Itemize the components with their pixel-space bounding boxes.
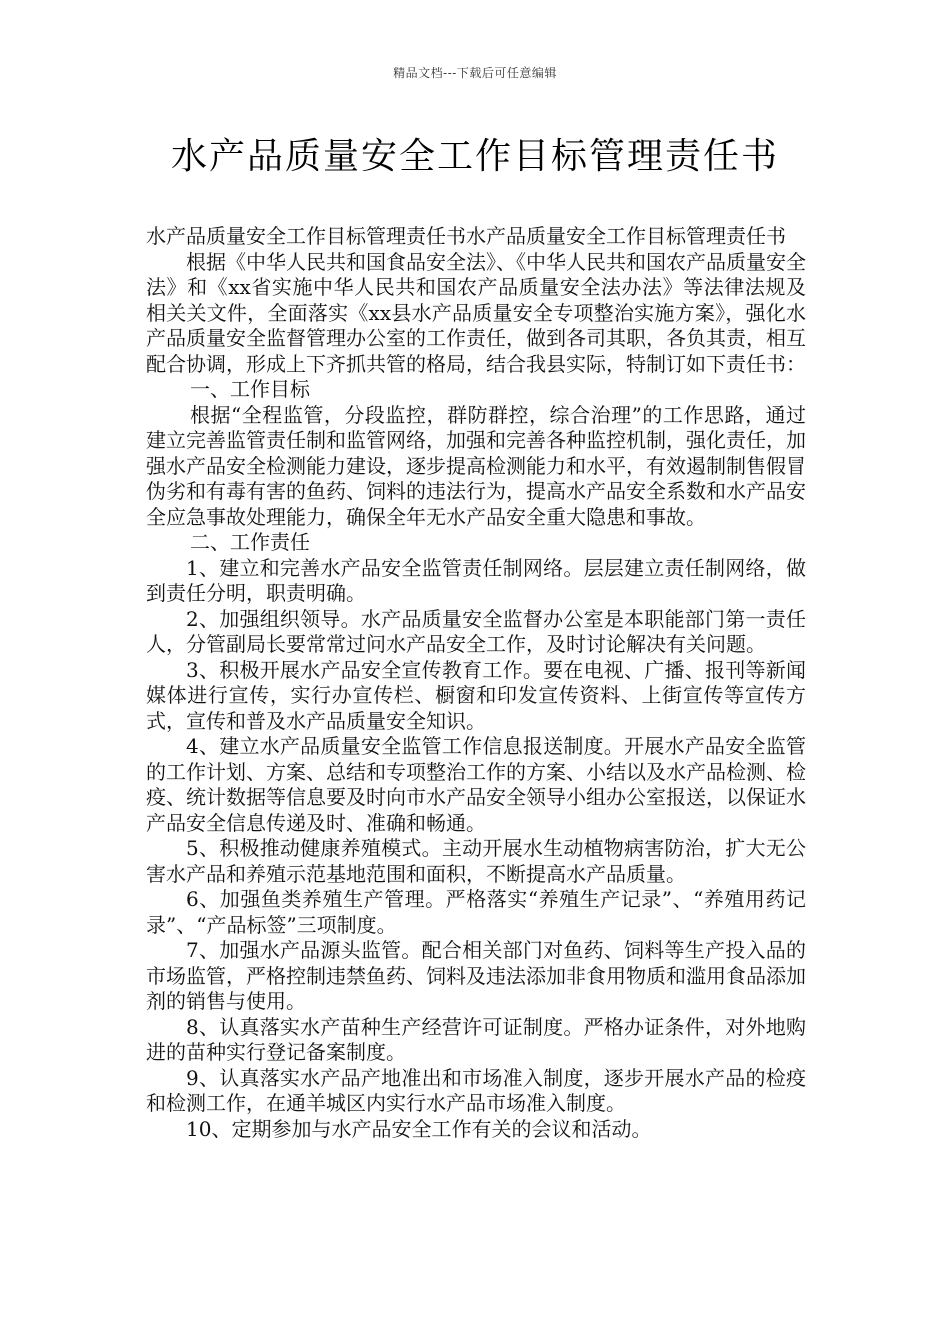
responsibility-item: 6、加强鱼类养殖生产管理。严格落实“养殖生产记录”、“养殖用药记录”、“产品标签”三项制度。 <box>146 887 806 937</box>
document-title: 水产品质量安全工作目标管理责任书 <box>170 136 779 177</box>
document-body <box>146 224 806 1142</box>
responsibility-item: 9、认真落实水产品产地准出和市场准入制度，逐步开展水产品的检疫和检测工作，在通羊城区内实行水产品市场准入制度。 <box>146 1065 806 1115</box>
responsibility-item: 4、建立水产品质量安全监管工作信息报送制度。开展水产品安全监管的工作计划、方案、总结和专项整治工作的方案、小结以及水产品检测、检疫、统计数据等信息要及时向市水产品安全领导小组办公室报送，以保证水产品安全信息传递及时、准确和畅通。 <box>146 734 806 835</box>
responsibility-item: 10、定期参加与水产品安全工作有关的会议和活动。 <box>186 1116 652 1141</box>
responsibility-item: 3、积极开展水产品安全宣传教育工作。要在电视、广播、报刊等新闻媒体进行宣传，实行办宣传栏、橱窗和印发宣传资料、上街宣传等宣传方式，宣传和普及水产品质量安全知识。 <box>146 657 806 733</box>
intro-paragraph: 水产品质量安全工作目标管理责任书水产品质量安全工作目标管理责任书 <box>146 224 786 248</box>
responsibility-item: 1、建立和完善水产品安全监管责任制网络。层层建立责任制网络，做到责任分明，职责明确。 <box>146 555 806 605</box>
basis-paragraph: 根据《中华人民共和国食品安全法》、《中华人民共和国农产品质量安全法》和《xx省实施中华人民共和国农产品质量安全法办法》等法律法规及相关关文件，全面落实《xx县水产品质量安全专项整治实施方案》，强化水产品质量安全监督管理办公室的工作责任，做到各司其职，各负其责，相互配合协调，形成上下齐抓共管的格局，结合我县实际，特制订如下责任书： <box>146 249 806 376</box>
header-note: 精品文档---下载后可任意编辑 <box>393 66 557 80</box>
responsibility-item: 5、积极推动健康养殖模式。主动开展水生动植物病害防治，扩大无公害水产品和养殖示范基地范围和面积，不断提高水产品质量。 <box>146 836 806 886</box>
responsibility-item: 8、认真落实水产苗种生产经营许可证制度。严格办证条件，对外地购进的苗种实行登记备案制度。 <box>146 1014 806 1064</box>
section-heading-responsibilities: 二、工作责任 <box>190 530 310 554</box>
goals-paragraph: 根据“全程监管，分段监控，群防群控，综合治理”的工作思路，通过建立完善监管责任制和监管网络，加强和完善各种监控机制，强化责任，加强水产品安全检测能力建设，逐步提高检测能力和水平，有效遏制制售假冒伪劣和有毒有害的鱼药、饲料的违法行为，提高水产品安全系数和水产品安全应急事故处理能力，确保全年无水产品安全重大隐患和事故。 <box>146 402 806 529</box>
responsibility-item: 7、加强水产品源头监管。配合相关部门对鱼药、饲料等生产投入品的市场监管，严格控制违禁鱼药、饲料及违法添加非食用物质和滥用食品添加剂的销售与使用。 <box>146 938 806 1013</box>
responsibility-item: 2、加强组织领导。水产品质量安全监督办公室是本职能部门第一责任人，分管副局长要常常过问水产品安全工作，及时讨论解决有关问题。 <box>146 606 806 656</box>
section-heading-goals: 一、工作目标 <box>190 377 310 401</box>
